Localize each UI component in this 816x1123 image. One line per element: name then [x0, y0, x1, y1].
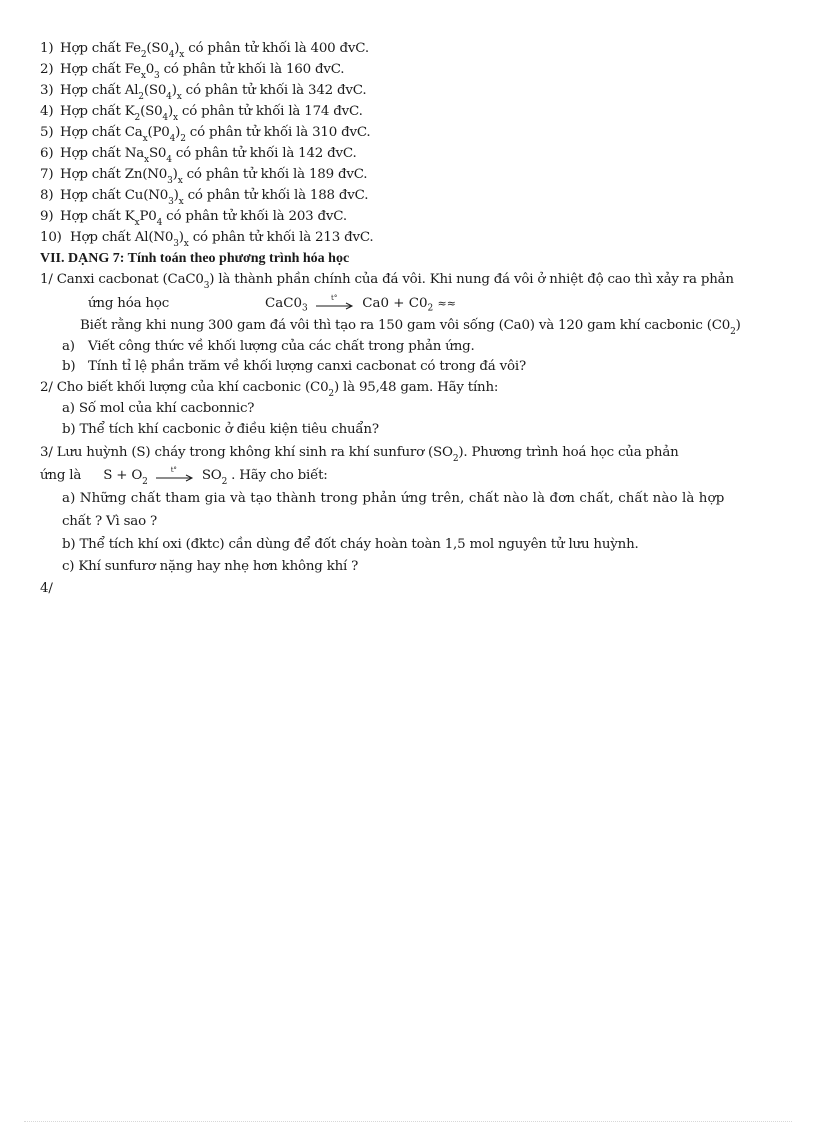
compound-s1: 2 [140, 49, 147, 60]
q1-part-b: b) Tính tỉ lệ phần trăm về khối lượng canxi cacbonat có trong đá vôi? [62, 359, 526, 374]
q1-intro: 1/ Canxi cacbonat $(CaC0_3)$ là thành phần chính của đá vôi. Khi nung đá vôi ở nhiệt độ cao thì xảy ra phản [40, 272, 734, 291]
compound-mid: ) [172, 167, 178, 182]
compound-close: ) [175, 125, 181, 140]
compound-item [40, 103, 363, 121]
compound-item [40, 229, 373, 247]
compound-post: có phân tử khối là 189 đvC. [182, 167, 368, 182]
compound-pre: Hợp chất Cu(N0 [60, 188, 169, 203]
q2-part-a: a) Số mol của khí cacbonnic? [62, 401, 255, 416]
compound-mid: ) [173, 188, 179, 203]
compound-s2: x [177, 175, 183, 186]
compound-s1: 2 [138, 91, 144, 102]
compound-pre: Hợp chất Zn(N0 [60, 167, 168, 182]
compound-s2: 4 [166, 91, 172, 102]
q2-intro: 2/ Cho biết khối lượng của khí cacbonic $(C0_2)$ là 95,48 gam. Hãy tính: [40, 380, 499, 399]
compound-num: 10) [40, 230, 62, 245]
compound-item [40, 208, 347, 226]
compound-mid: (S0 [146, 41, 169, 56]
page-bottom-divider [24, 1121, 792, 1122]
compound-post: có phân tử khối là 142 đvC. [171, 146, 357, 161]
q3-part-a-line2: chất ? Vì sao ? [62, 514, 157, 529]
compound-item [40, 82, 366, 100]
compound-item [40, 187, 368, 205]
compound-post: có phân tử khối là 310 đvC. [185, 125, 371, 140]
compound-s1: 3 [167, 175, 173, 186]
compound-close: ) [171, 83, 177, 98]
compound-num: 4) [40, 104, 54, 119]
reaction-arrow-icon [155, 465, 195, 481]
q3-equation-line: ứng là $S + O_2$ t° $SO_2$ . Hãy cho biết: [40, 467, 328, 485]
compound-post: có phân tử khối là 203 đvC. [162, 209, 347, 224]
compound-pre: Hợp chất Al(N0 [66, 230, 174, 245]
compound-s3: x [179, 49, 185, 60]
compound-s1: x [142, 133, 148, 144]
compound-post: có phân tử khối là 342 đvC. [181, 83, 367, 98]
compound-pre: Hợp chất Ca [60, 125, 143, 140]
compound-s3: 2 [180, 133, 186, 144]
compound-s3: x [176, 91, 182, 102]
compound-pre: Hợp chất Al [60, 83, 139, 98]
compound-num: 6) [40, 146, 54, 161]
compound-s1: x [140, 70, 146, 81]
compound-mid: 0 [145, 62, 155, 77]
compound-s2: x [183, 238, 189, 249]
q3-part-c: c) Khí sunfurơ nặng hay nhẹ hơn không khí ? [62, 559, 359, 574]
q4-label: 4/ [40, 581, 53, 596]
compound-num: 1) [40, 41, 54, 56]
q3-part-b: b) Thể tích khí oxi (đktc) cần dùng để đốt cháy hoàn toàn 1,5 mol nguyên tử lưu huỳnh. [62, 537, 639, 552]
q1-equation: $CaC0_3$ t° $Ca0 + C0_2$ ≈≈ [265, 295, 456, 318]
compound-post: có phân tử khối là 174 đvC. [177, 104, 363, 119]
compound-num: 5) [40, 125, 54, 140]
reaction-arrow-icon [315, 293, 355, 309]
compound-num: 3) [40, 83, 54, 98]
heat-label: t° [331, 293, 338, 302]
q1-part-a: a) Viết công thức về khối lượng của các chất trong phản ứng. [62, 339, 475, 354]
compound-item [40, 124, 370, 142]
q1-reaction-label: ứng hóa học [88, 296, 169, 311]
compound-mid: (S0 [143, 83, 167, 98]
compound-num: 7) [40, 167, 54, 182]
compound-mid: (S0 [140, 104, 163, 119]
compound-pre: Hợp chất K [60, 104, 135, 119]
compound-s2: x [178, 196, 184, 207]
compound-pre: Hợp chất Na [60, 146, 145, 161]
compound-post: có phân tử khối là 160 đvC. [159, 62, 345, 77]
q3-part-a-line1: a) Những chất tham gia và tạo thành trong phản ứng trên, chất nào là đơn chất, chất nào là hợp [62, 491, 725, 506]
compound-s1: 3 [168, 196, 174, 207]
compound-s2: 4 [168, 49, 175, 60]
compound-s1: 2 [134, 112, 141, 123]
compound-num: 8) [40, 188, 54, 203]
compound-s1: x [144, 154, 149, 165]
compound-s2: 3 [154, 70, 160, 81]
section-heading: VII. DẠNG 7: Tính toán theo phương trình hóa học [40, 251, 350, 266]
compound-pre: Hợp chất K [60, 209, 135, 224]
compound-s2: 4 [162, 112, 168, 123]
compound-close: ) [174, 41, 180, 56]
compound-s3: x [172, 112, 178, 123]
compound-mid: ) [178, 230, 184, 245]
compound-s2: 4 [156, 217, 163, 228]
compound-s1: 3 [173, 238, 179, 249]
compound-close: ) [167, 104, 173, 119]
compound-s2: 4 [166, 154, 172, 165]
compound-s1: x [134, 217, 140, 228]
compound-num: 9) [40, 209, 54, 224]
compound-mid: S0 [148, 146, 167, 161]
q2-part-b: b) Thể tích khí cacbonic ở điều kiện tiêu chuẩn? [62, 422, 379, 437]
q1-given: Biết rằng khi nung 300 gam đá vôi thì tạo ra 150 gam vôi sống (Ca0) và 120 gam khí cacbonic $(C0_2)$ [80, 318, 741, 337]
compound-mid: P0 [139, 209, 157, 224]
compound-s2: 4 [169, 133, 176, 144]
compound-pre: Hợp chất Fe [60, 41, 141, 56]
q3-intro: 3/ Lưu huỳnh (S) cháy trong không khí sinh ra khí sunfurơ $(SO_2)$. Phương trình hoá học của phản [40, 445, 679, 464]
compound-item [40, 40, 369, 58]
compound-item [40, 145, 357, 163]
compound-num: 2) [40, 62, 54, 77]
compound-item [40, 166, 367, 184]
compound-post: có phân tử khối là 213 đvC. [188, 230, 374, 245]
compound-post: có phân tử khối là 188 đvC. [183, 188, 369, 203]
compound-post: có phân tử khối là 400 đvC. [184, 41, 369, 56]
compound-item [40, 61, 344, 79]
heat-label: t° [170, 465, 177, 474]
compound-mid: (P0 [147, 125, 170, 140]
gas-symbol-icon: ≈≈ [437, 297, 456, 310]
compound-pre: Hợp chất Fe [60, 62, 141, 77]
